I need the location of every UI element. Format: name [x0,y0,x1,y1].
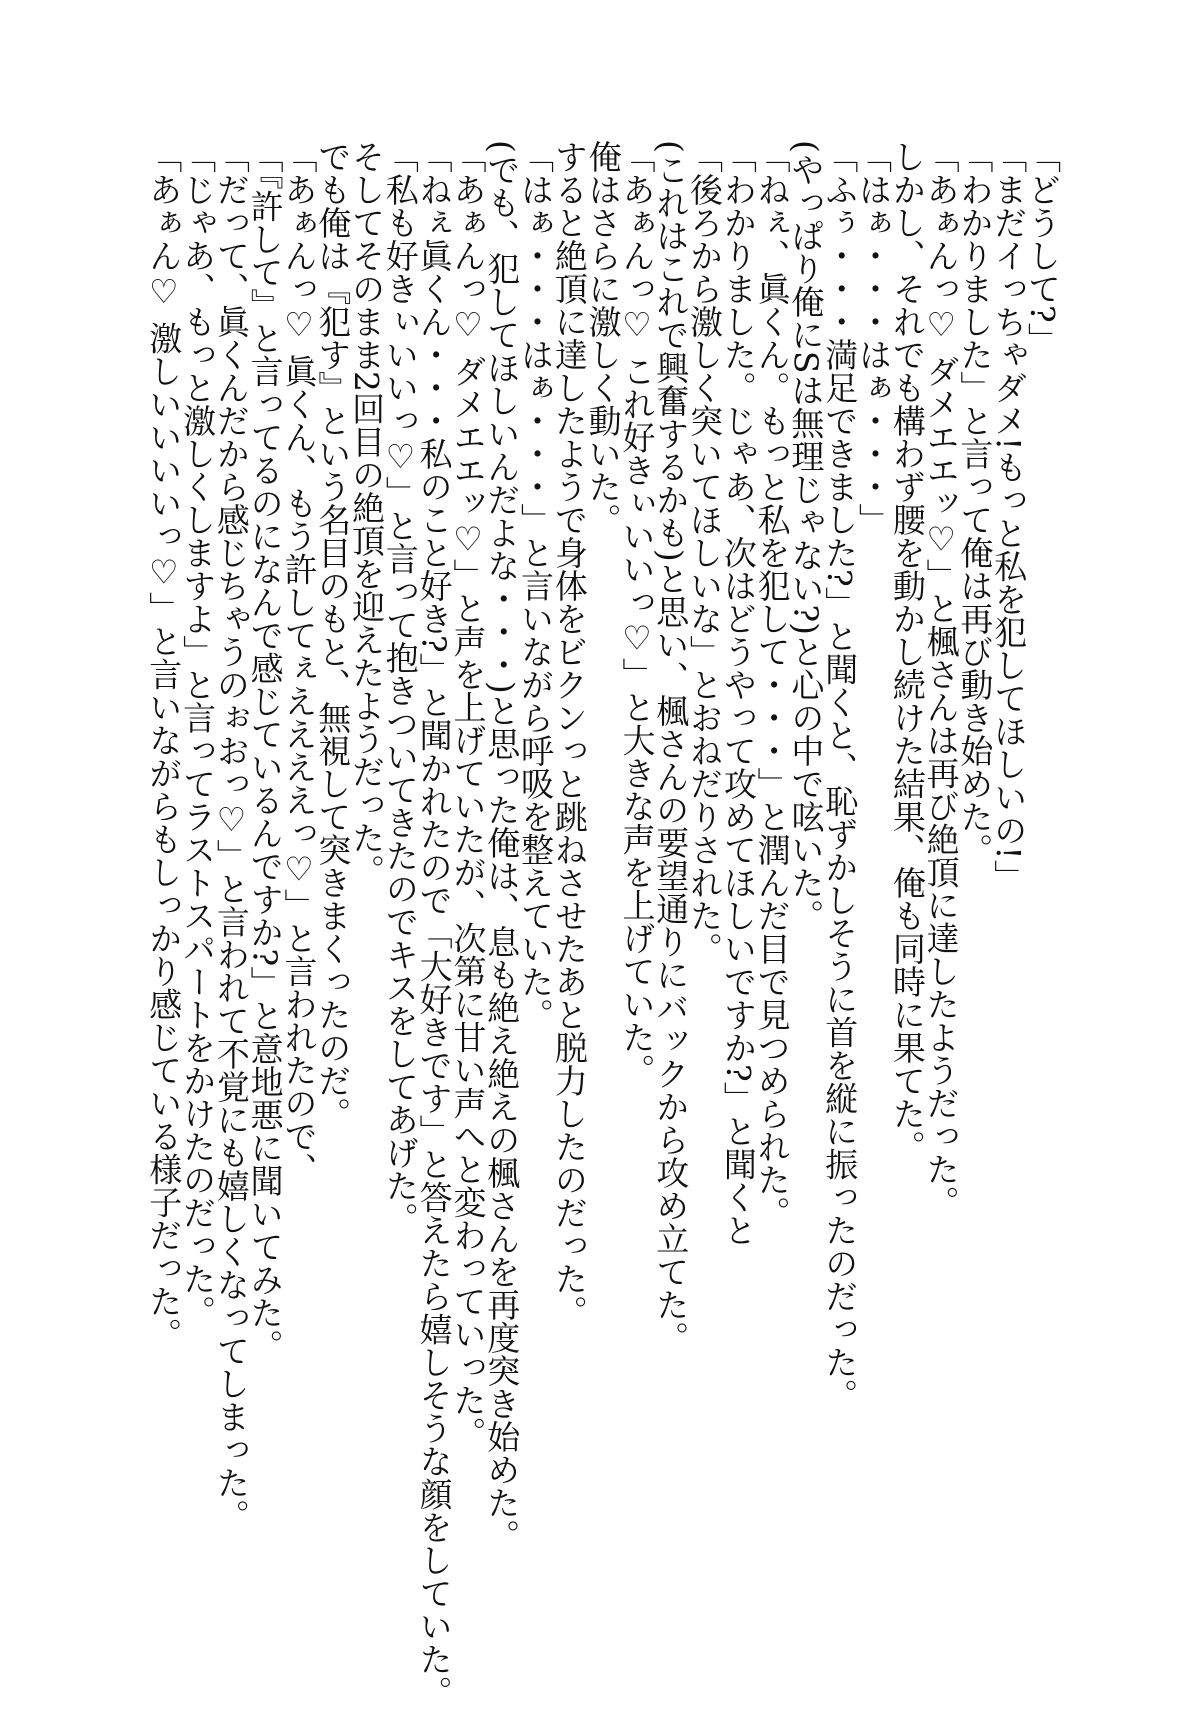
vertical-text-body [144,140,1062,1709]
text-line: 「ふぅ・・・満足できました?」と聞くと、恥ずかしそうに首を縦に振ったのだった。 [820,140,860,1412]
text-line: 「あぁんっ♡ ダメエエッ♡」と楓さんは再び絶頂に達したようだった。 [921,140,961,1219]
text-line: (でも、犯してほしいんだよな・・・)と思った俺は、息も絶え絶えの楓さんを再度突き始めた。 [482,140,522,1552]
text-line: でも俺は『犯す』という名目のもと、無視して突きまくったのだ。 [313,140,353,1130]
text-line: 「私も好きぃいいっ♡」と言って抱きついてきたのでキスをしてあげた。 [380,140,420,1235]
text-line: 「あぁんっ♡ これ好きぃいいっ♡」と大きな声を上げていた。 [617,140,657,1087]
text-line: (これはこれで興奮するかも)と思い、楓さんの要望通りにバックから攻め立てた。 [651,140,691,1354]
text-line: 「どうして?」 [1023,140,1062,356]
text-line: 「『許して』と言ってるのになんで感じているんですか?」と意地悪に聞いてみた。 [245,140,285,1363]
text-line: 「わかりました。じゃあ、次はどうやって攻めてほしいですか?」と聞くと [718,140,758,1247]
text-line: 「はぁ・・・はぁ・・・」と言いながら呼吸を整えていた。 [516,140,556,1031]
text-line: そしてそのまま2回目の絶頂を迎えたようだった。 [347,140,387,887]
text-line: 「だって、眞くんだから感じちゃうのぉおっ♡」と言われて不覚にも嬉しくなってしまった。 [211,140,251,1532]
text-line: (やっぱり俺にSは無理じゃない?)と心の中で呟いた。 [786,140,826,933]
text-line: 「じゃあ、もっと激しくしますよ」と言ってラストスパートをかけたのだった。 [178,140,218,1328]
text-line: 「あぁんっ♡ ダメエエッ♡」と声を上げていたが、次第に甘い声へと変わっていった。 [448,140,488,1450]
text-line: 「ねぇ眞くん・・・私のこと好き?」と聞かれたので「大好きです」と答えたら嬉しそうな顔をしていた。 [414,140,454,1709]
text-line: すると絶頂に達したようで身体をビクンっと跳ねさせたあと脱力したのだった。 [549,140,589,1328]
text-line: 「ねぇ、眞くん。もっと私を犯して・・・」と潤んだ目で見つめられた。 [752,140,792,1229]
text-line: 「わかりました」と言って俺は再び動き始めた。 [955,140,995,866]
text-line: 「後ろから激しく突いてほしいな」とおねだりされた。 [685,140,725,965]
text-line: 「あぁんっ♡ 眞くん、もう許してぇええええっ♡」と言われたので、 [279,140,319,1186]
text-line: 俺はさらに激しく動いた。 [583,140,623,536]
text-line: 「まだイっちゃダメ!もっと私を犯してほしいの!」 [989,140,1029,893]
text-line: 「あぁん♡ 激しいいいいっ♡」と言いながらもしっかり感じている様子だった。 [144,140,184,1351]
text-line: 「はぁ・・・はぁ・・・」 [854,140,894,536]
text-line: しかし、それでも構わず腰を動かし続けた結果、俺も同時に果てた。 [887,140,927,1163]
